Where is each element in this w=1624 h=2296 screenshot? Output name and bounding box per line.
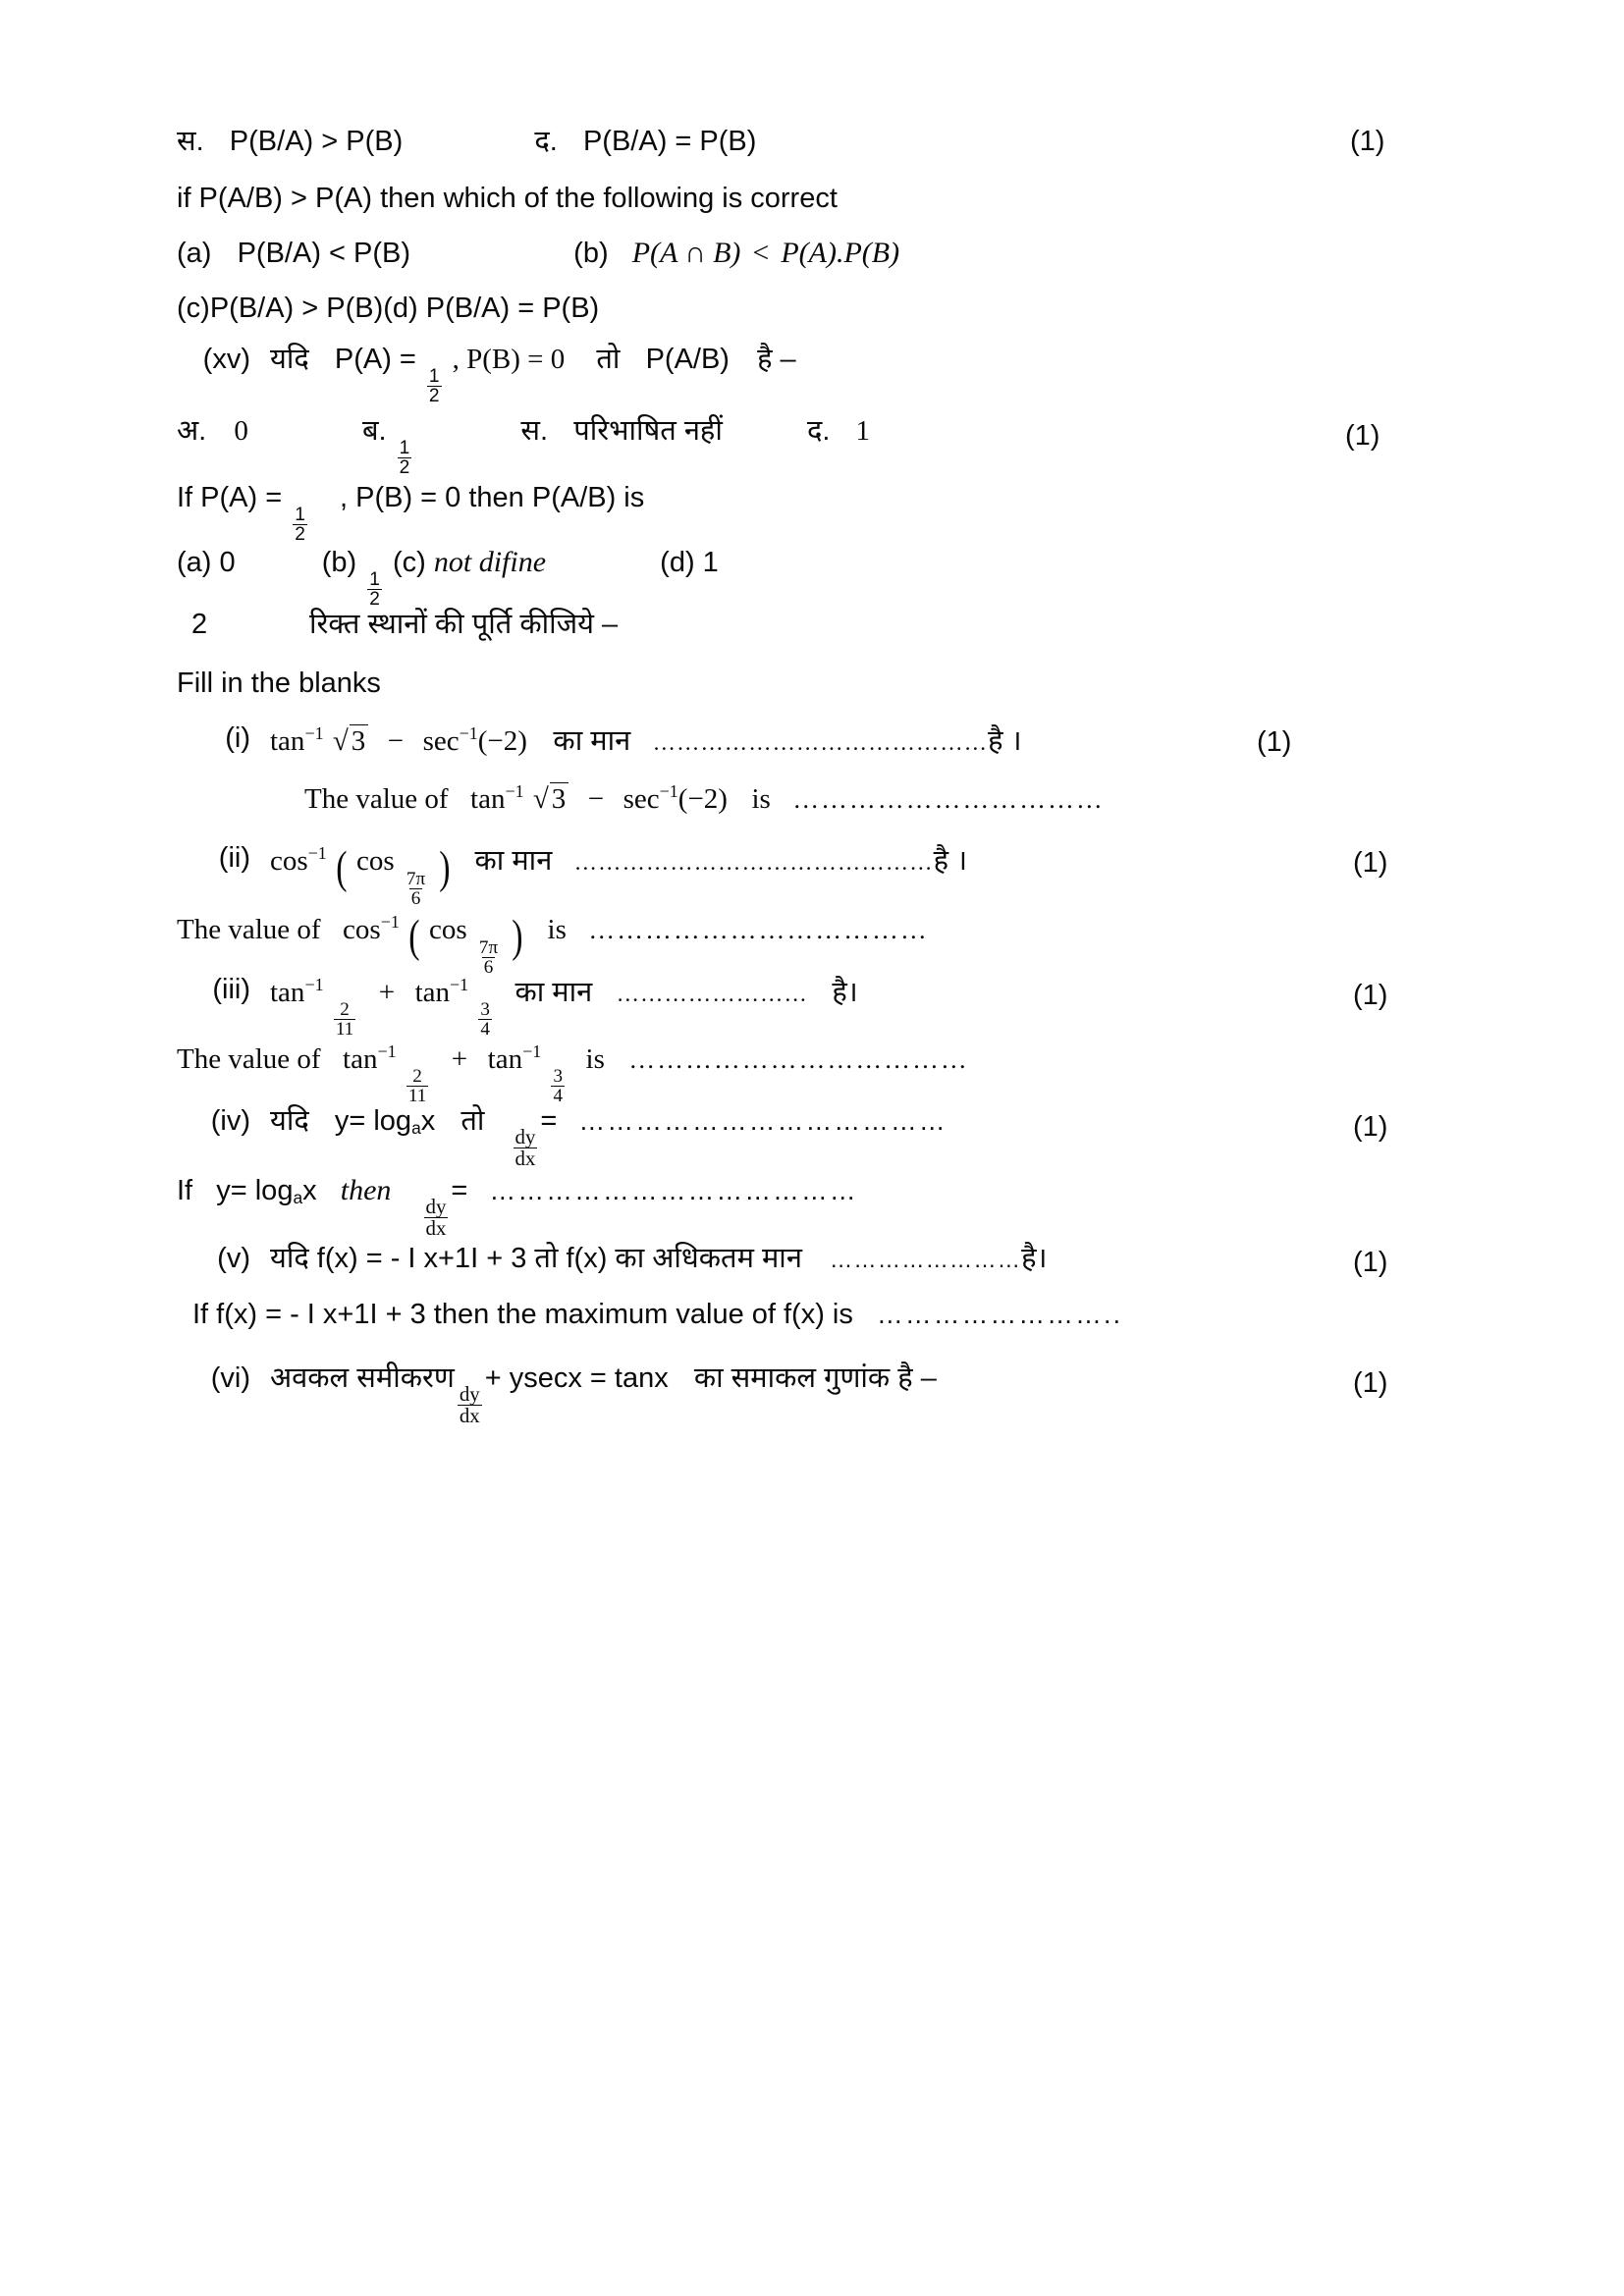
q-xv-en-fraction-half: $\frac{1}{2}$: [295, 504, 305, 546]
blank-i-fn2: sec: [422, 725, 460, 758]
mcq-options-cd-english-text: (c)P(B/A) > P(B)(d) P(B/A) = P(B): [177, 293, 600, 324]
blank-i-end: है ।: [988, 725, 1022, 758]
blank-vi-mid: + ysecx = tanx: [484, 1362, 669, 1394]
left-paren-icon: (: [336, 842, 348, 894]
section-2-number: 2: [191, 609, 208, 640]
blank-iii-en-lead: The value of: [177, 1043, 321, 1076]
blank-i-hindi: [133, 724, 1022, 756]
blank-iii-en-plus: +: [451, 1043, 468, 1076]
blank-iv-english: [177, 1176, 858, 1239]
blank-iv-en-equation: y= log: [216, 1175, 294, 1206]
blank-i-en-op: −: [587, 783, 605, 816]
marks-blank-v: (1): [1353, 1247, 1388, 1278]
blank-ii-en-sup: −1: [380, 912, 400, 932]
blank-iv-to: तो: [460, 1105, 485, 1137]
q-xv-english-stem: [177, 484, 644, 544]
marks-mcq: (1): [1350, 126, 1385, 157]
blank-iii-tail-word: का मान: [514, 977, 593, 1009]
blank-ii-en-fraction: $\frac{7\pi}{6}$: [478, 936, 499, 978]
blank-ii-en-fn: cos: [343, 914, 381, 946]
blank-iii-en-fn1: tan: [343, 1043, 378, 1076]
blank-ii-en-is: is: [547, 914, 567, 946]
blank-iv-en-derivative-fraction: $\frac{dy}{dx}$: [425, 1194, 447, 1240]
mcq-stem-english-text: if P(A/B) > P(A) then which of the following is correct: [177, 183, 838, 214]
blank-iv-en-dotted-line: …………………………………: [489, 1176, 858, 1205]
blank-i-en-fn2: sec: [623, 783, 660, 816]
q-xv-en-part2: , P(B) = 0 then P(A/B) is: [340, 482, 645, 513]
blank-ii-sup: −1: [307, 843, 327, 863]
blank-ii-fraction: $\frac{7\pi}{6}$: [406, 868, 426, 909]
option-d-hindi-label: द.: [534, 126, 558, 157]
blank-ii-dotted-line: ………………………………………: [573, 850, 934, 877]
mcq-options-cd-hindi: [177, 128, 756, 156]
q-xv-hindi-yadi: यदि: [270, 344, 309, 375]
q-xv-opt-a-label: अ.: [177, 415, 207, 447]
blank-iv-derivative-fraction: $\frac{dy}{dx}$: [514, 1124, 536, 1170]
blank-iii-en-fraction-1: $\frac{2}{11}$: [407, 1066, 427, 1107]
q-xv-options-hindi: [177, 417, 870, 477]
blank-iii-fraction-2: $\frac{3}{4}$: [480, 999, 490, 1041]
q-xv-en-opt-c-label: (c): [392, 547, 426, 578]
blank-iv-en-equals: =: [451, 1175, 468, 1206]
blank-i-en-is: is: [751, 783, 771, 816]
blank-iv-en-var: x: [302, 1175, 317, 1206]
q-xv-opt-c-label: स.: [520, 415, 549, 447]
blank-iii-en-dotted-line: ………………………………: [628, 1044, 969, 1075]
blank-iv-sub: a: [411, 1117, 421, 1138]
blank-i-en-sup2: −1: [659, 781, 678, 801]
blank-i-en-sup1: −1: [505, 781, 524, 801]
blank-ii-inner-fn: cos: [355, 845, 395, 878]
section-2-heading-english: [177, 669, 381, 698]
blank-v-dotted-line: ……………………: [830, 1247, 1022, 1272]
blank-vi-tail: का समाकल गुणांक है –: [693, 1362, 937, 1394]
blank-iii-dotted-line: ……………………: [616, 982, 808, 1008]
blank-iii-fn1: tan: [270, 977, 305, 1009]
blank-iv-lead: यदि: [270, 1105, 309, 1137]
blank-iii-end: है।: [832, 977, 858, 1009]
blank-iv-en-then: then: [340, 1174, 392, 1206]
blank-i-en-fn1: tan: [470, 783, 506, 816]
blank-ii-hindi: [133, 844, 967, 908]
blank-iii-english: [177, 1042, 969, 1105]
q-xv-fraction-half: $\frac{1}{2}$: [428, 365, 440, 407]
blank-i-en-arg2: (−2): [677, 783, 728, 816]
blank-v-en-dotted-line: ……………………..: [877, 1300, 1123, 1329]
blank-iii-en-sup1: −1: [377, 1041, 397, 1061]
q-xv-en-opt-b-label: (b): [321, 547, 357, 578]
marks-blank-iv: (1): [1353, 1111, 1388, 1143]
q-xv-hindi-to: तो: [596, 344, 621, 375]
q-xv-pb: , P(B) = 0: [452, 344, 566, 375]
q-xv-opt-d-label: द.: [806, 415, 831, 447]
blank-i-arg2: (−2): [477, 725, 527, 758]
blank-i-sup1: −1: [304, 723, 324, 743]
blank-v-english: [192, 1301, 1122, 1329]
blank-iv-en-sub: a: [293, 1187, 303, 1207]
marks-blank-i: (1): [1257, 726, 1292, 758]
blank-iii-sup1: −1: [304, 975, 324, 994]
blank-iv-equals: =: [540, 1105, 558, 1137]
blank-iii-sup2: −1: [450, 975, 469, 994]
blank-iv-hindi: [133, 1107, 947, 1169]
blank-vi-lead: अवकल समीकरण: [270, 1362, 455, 1394]
q-xv-en-opt-d: (d) 1: [660, 547, 719, 578]
blank-iii-fn2: tan: [414, 977, 451, 1009]
mcq-options-cd-english: [177, 294, 599, 323]
q-xv-en-opt-a: (a) 0: [177, 547, 236, 578]
blank-i-marker: (i): [225, 722, 250, 754]
blank-ii-en-lead: The value of: [177, 914, 321, 946]
q-xv-pa: P(A) =: [334, 344, 416, 375]
blank-iii-en-is: is: [585, 1043, 605, 1076]
left-paren-icon: (: [408, 911, 420, 963]
q-xv-opt-b-label: ब.: [361, 415, 387, 447]
blank-v-end: है।: [1021, 1243, 1048, 1274]
blank-iii-marker: (iii): [212, 974, 250, 1005]
blank-iii-en-fn2: tan: [487, 1043, 523, 1076]
q-xv-opt-a-value: 0: [234, 415, 248, 447]
blank-iv-en-lead: If: [177, 1175, 193, 1206]
blank-iv-marker: (iv): [210, 1105, 250, 1137]
blank-ii-english: [177, 913, 929, 977]
blank-ii-marker: (ii): [218, 842, 250, 874]
blank-vi-derivative-fraction: $\frac{dy}{dx}$: [459, 1381, 480, 1427]
question-xv: [133, 346, 796, 405]
q-xv-options-english: [177, 548, 719, 609]
option-c-hindi-label: स.: [177, 126, 204, 157]
section-2-heading-english-text: Fill in the blanks: [177, 667, 381, 699]
blank-v-text: यदि f(x) = - I x+1I + 3 तो f(x) का अधिकतम मान: [270, 1243, 802, 1274]
blank-i-en-dotted-line: ……………………………: [792, 784, 1105, 815]
blank-v-hindi: [133, 1245, 1048, 1273]
option-b-formula: P(A ∩ B) < P(A).P(B): [631, 237, 900, 269]
right-paren-icon: ): [512, 911, 523, 963]
marks-blank-iii: (1): [1353, 980, 1388, 1011]
blank-i-en-lead: The value of: [304, 783, 449, 816]
option-a-label: (a): [177, 238, 212, 269]
option-d-text: P(B/A) = P(B): [582, 126, 757, 157]
blank-i-fn1: tan: [270, 725, 305, 758]
q-xv-opt-b-fraction: $\frac{1}{2}$: [399, 437, 410, 479]
blank-iv-equation: y= log: [334, 1105, 412, 1137]
q-xv-pab: P(A/B): [645, 344, 730, 375]
q-xv-en-opt-c-value: not difine: [433, 546, 547, 578]
question-xv-marker: (xv): [202, 344, 250, 375]
blank-iii-en-sup2: −1: [522, 1041, 542, 1061]
blank-vi-marker: (vi): [210, 1362, 250, 1394]
q-xv-hindi-hai: है –: [757, 344, 796, 375]
option-b-label: (b): [573, 238, 609, 269]
mcq-options-ab: [177, 239, 899, 268]
section-2-heading-hindi: [133, 611, 618, 639]
marks-q-xv: (1): [1345, 420, 1380, 452]
blank-iii-en-fraction-2: $\frac{3}{4}$: [553, 1066, 564, 1107]
option-c-text: P(B/A) > P(B): [229, 126, 404, 157]
option-a-text: P(B/A) < P(B): [237, 238, 411, 269]
blank-iv-dotted-line: …………………………………: [578, 1106, 947, 1136]
blank-ii-en-dotted-line: ………………………………: [588, 915, 929, 945]
blank-i-radical: √ 3: [331, 727, 368, 756]
blank-i-en-radical: √ 3: [531, 785, 568, 814]
blank-vi-hindi: [133, 1364, 937, 1426]
blank-ii-end: है ।: [933, 845, 968, 878]
blank-i-sup2: −1: [459, 723, 478, 743]
blank-i-tail-word: का मान: [553, 725, 631, 758]
blank-iii-plus: +: [378, 977, 396, 1009]
q-xv-en-part1: If P(A) =: [177, 482, 283, 513]
blank-iii-hindi: [133, 976, 858, 1039]
q-xv-en-opt-b-fraction: $\frac{1}{2}$: [369, 568, 380, 611]
right-paren-icon: ): [439, 842, 451, 894]
marks-blank-ii: (1): [1353, 847, 1388, 879]
section-2-heading-hindi-text: रिक्त स्थानों की पूर्ति कीजिये –: [309, 609, 619, 640]
blank-i-dotted-line: ……………………………………: [652, 730, 989, 757]
q-xv-opt-d-value: 1: [855, 415, 871, 447]
mcq-stem-english: [177, 185, 838, 213]
blank-ii-en-inner-fn: cos: [429, 914, 467, 946]
blank-iii-fraction-1: $\frac{2}{11}$: [335, 999, 354, 1041]
blank-v-en-text: If f(x) = - I x+1I + 3 then the maximum value of f(x) is: [192, 1299, 853, 1330]
blank-ii-tail-word: का मान: [474, 845, 553, 878]
blank-ii-fn: cos: [270, 845, 308, 878]
blank-i-english: [304, 782, 1105, 814]
blank-i-op: −: [387, 725, 405, 758]
blank-v-marker: (v): [217, 1243, 250, 1274]
q-xv-opt-c-value: परिभाषित नहीं: [573, 415, 723, 447]
marks-blank-vi: (1): [1353, 1367, 1388, 1399]
blank-iv-var: x: [420, 1105, 436, 1137]
